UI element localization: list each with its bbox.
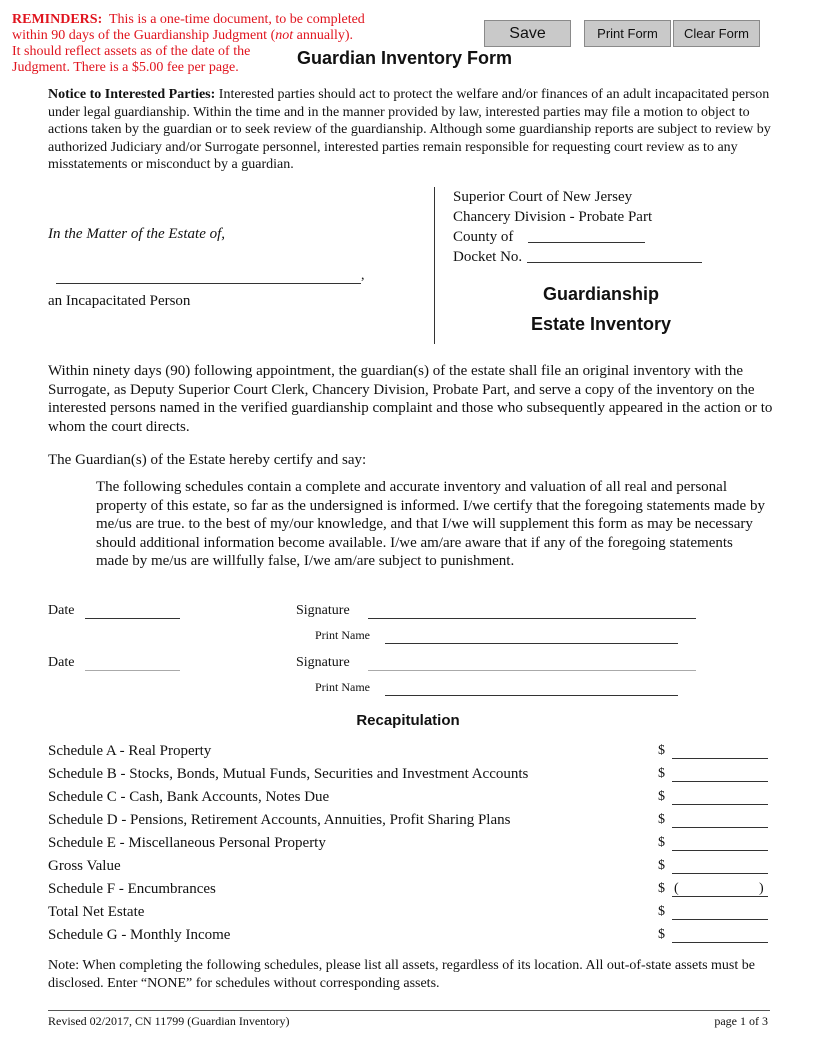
docket-field[interactable]: [527, 262, 702, 263]
signature-field-1[interactable]: [368, 618, 696, 619]
paren-open: (: [674, 881, 679, 896]
recap-label: Total Net Estate: [48, 904, 145, 920]
print-name-label-2: Print Name: [315, 680, 370, 694]
recap-row: [48, 927, 770, 950]
docket-label: Docket No.: [453, 249, 523, 265]
court-block: [453, 187, 652, 267]
recap-label: Schedule A - Real Property: [48, 743, 212, 759]
footer-revision: Revised 02/2017, CN 11799 (Guardian Inventory): [48, 1014, 290, 1028]
recap-amount-field[interactable]: [672, 942, 768, 943]
reminder-line: annually).: [293, 28, 354, 43]
court-name: Superior Court of New Jersey: [453, 189, 633, 205]
recap-amount-field[interactable]: [672, 827, 768, 828]
print-name-field-2[interactable]: [385, 695, 678, 696]
save-button[interactable]: Save: [484, 20, 571, 47]
recap-label: Schedule B - Stocks, Bonds, Mutual Funds, Securities and Investment Accounts: [48, 766, 529, 782]
recap-amount-field[interactable]: [672, 850, 768, 851]
recap-label: Schedule G - Monthly Income: [48, 927, 231, 943]
recap-label: Schedule F - Encumbrances: [48, 881, 216, 897]
recap-amount-field[interactable]: [672, 919, 768, 920]
recap-row: [48, 789, 770, 812]
dollar-sign: $: [658, 812, 665, 827]
signature-field-2[interactable]: [368, 670, 696, 671]
caption-heading: [440, 279, 762, 339]
recap-row: [48, 743, 770, 766]
notice: [48, 86, 773, 174]
incapacitated-label: an Incapacitated Person: [48, 293, 191, 309]
heading-guardianship: Guardianship: [542, 284, 659, 304]
county-field[interactable]: [528, 242, 645, 243]
matter-label: In the Matter of the Estate of,: [48, 226, 226, 242]
comma: ,: [361, 268, 365, 283]
recap-row: [48, 835, 770, 858]
certify-statement: The following schedules contain a complete and accurate inventory and valuation of all real and personal property of this estate, so far as the undersigned is informed. I/we certify that the foregoing statements made by me/us are true. to the best of my/our knowledge, and that I/we will supplement this form as may be necessary should additional information become available. I/we am/are aware that if any of the foregoing statements made by me/us are willfully false, I/we am/are subject to punishment.: [96, 479, 765, 569]
page-number: page 1 of 3: [714, 1014, 768, 1028]
reminder-line: This is a one-time document, to be completed: [108, 12, 365, 27]
recap-label: Schedule E - Miscellaneous Personal Property: [48, 835, 326, 851]
caption-divider: [434, 187, 435, 344]
print-name-label-1: Print Name: [315, 628, 370, 642]
date-label-1: Date: [48, 603, 75, 618]
dollar-sign: $: [658, 835, 665, 850]
note: Note: When completing the following schedules, please list all assets, regardless of its location. All out-of-state assets must be disclosed. Enter “NONE” for schedules without corresponding assets.: [48, 958, 755, 991]
signature-label-1: Signature: [296, 603, 350, 618]
recap-amount-field[interactable]: [672, 804, 768, 805]
recap-label: Gross Value: [48, 858, 121, 874]
recap-label: Schedule D - Pensions, Retirement Accounts, Annuities, Profit Sharing Plans: [48, 812, 511, 828]
filing-instructions: Within ninety days (90) following appointment, the guardian(s) of the estate shall file an original inventory with the Surrogate, as Deputy Superior Court Clerk, Chancery Division, Probate Part, and serve a copy of the inventory on the interested persons named in the verified guardianship complaint and those who subsequently appeared in the action or to whom the court directs.: [48, 363, 773, 435]
recap-title: Recapitulation: [356, 712, 460, 729]
reminder-emphasis: not: [275, 28, 294, 43]
recap-amount-field[interactable]: [672, 873, 768, 874]
county-label: County of: [453, 229, 514, 245]
notice-label: Notice to Interested Parties:: [48, 87, 216, 102]
dollar-sign: $: [658, 858, 665, 873]
estate-name-field[interactable]: [56, 283, 361, 284]
recap-amount-field[interactable]: [672, 896, 768, 897]
recap-amount-field[interactable]: [672, 781, 768, 782]
clear-form-button[interactable]: Clear Form: [673, 20, 760, 47]
page-title: Guardian Inventory Form: [297, 48, 513, 68]
court-division: Chancery Division - Probate Part: [453, 209, 653, 225]
print-name-field-1[interactable]: [385, 643, 678, 644]
signature-label-2: Signature: [296, 655, 350, 670]
recap-row: [48, 766, 770, 789]
reminder-line: Judgment. There is a $5.00 fee per page.: [12, 60, 239, 75]
reminder-label: REMINDERS:: [12, 12, 103, 27]
date-label-2: Date: [48, 655, 75, 670]
recap-row: [48, 858, 770, 881]
dollar-sign: $: [658, 904, 665, 919]
dollar-sign: $: [658, 743, 665, 758]
notice-text: Interested parties should act to protect the welfare and/or finances of an adult incapacitated person under legal guardianship. Within the time and in the manner provided by law, interested parties may file a motion to object to actions taken by the guardian or to seek review of the guardianship. Although some guardianship reports are subject to review by authorized Judiciary and/or Surrogate personnel, interested parties remain responsible for requesting court review as to any misstatements or misconduct by a guardian.: [48, 87, 771, 172]
date-field-1[interactable]: [85, 618, 180, 619]
print-form-button[interactable]: Print Form: [584, 20, 671, 47]
recap-row: [48, 881, 770, 904]
paren-close: ): [759, 881, 764, 896]
heading-estate-inventory: Estate Inventory: [530, 314, 672, 334]
certify-heading: The Guardian(s) of the Estate hereby certify and say:: [48, 452, 367, 468]
dollar-sign: $: [658, 789, 665, 804]
dollar-sign: $: [658, 881, 665, 896]
dollar-sign: $: [658, 927, 665, 942]
dollar-sign: $: [658, 766, 665, 781]
footer-divider: [48, 1010, 770, 1011]
reminder-line: It should reflect assets as of the date of the: [12, 44, 251, 59]
recap-amount-field[interactable]: [672, 758, 768, 759]
recap-row: [48, 812, 770, 835]
recap-label: Schedule C - Cash, Bank Accounts, Notes Due: [48, 789, 330, 805]
reminder-line: within 90 days of the Guardianship Judgment (: [12, 28, 276, 43]
recap-row: [48, 904, 770, 927]
date-field-2[interactable]: [85, 670, 180, 671]
